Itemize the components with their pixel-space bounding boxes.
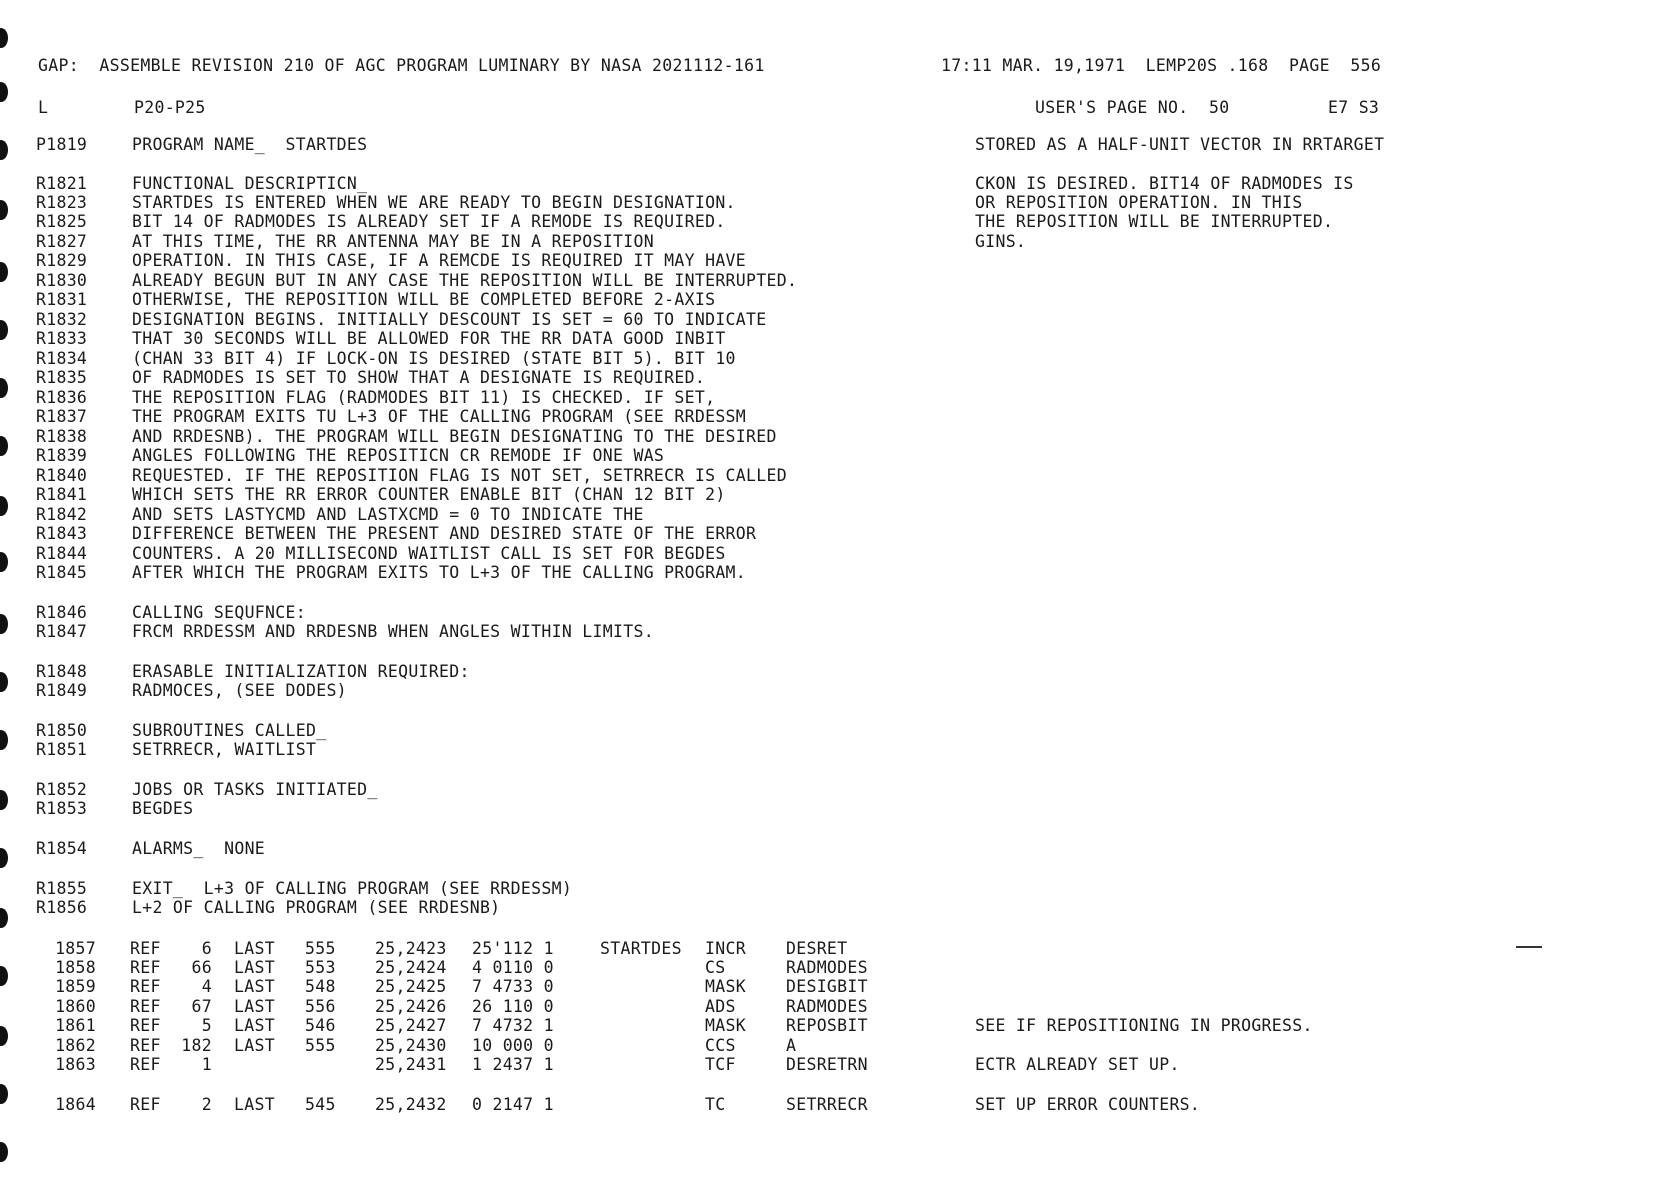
line-number: 1864 — [55, 1095, 96, 1114]
last-keyword: LAST — [234, 997, 275, 1016]
address: 25,2426 — [375, 997, 447, 1016]
line-number: 1863 — [55, 1055, 96, 1074]
last-keyword: LAST — [234, 939, 275, 958]
binder-hole — [0, 848, 8, 868]
last-keyword: LAST — [234, 1036, 275, 1055]
line-number: 1859 — [55, 977, 96, 996]
line-id: R1821 — [36, 174, 88, 193]
ref-keyword: REF — [130, 997, 161, 1016]
opcode: CS — [705, 958, 726, 977]
binder-hole — [0, 496, 8, 516]
line-number: 1857 — [55, 939, 96, 958]
opcode: INCR — [705, 939, 746, 958]
ref-keyword: REF — [130, 977, 161, 996]
page-header-stamp: 17:11 MAR. 19,1971 LEMP20S .168 PAGE 556 — [941, 56, 1382, 75]
line-id: R1846 — [36, 603, 88, 622]
page-header-title: GAP: ASSEMBLE REVISION 210 OF AGC PROGRAM LUMINARY BY NASA 2021112-161 — [38, 56, 765, 75]
comment-line: THE REPOSITION FLAG (RADMODES BIT 11) IS CHECKED. IF SET, — [132, 388, 716, 407]
line-id: P1819 — [36, 135, 88, 154]
last-page: 555 — [305, 939, 336, 958]
line-id: R1853 — [36, 799, 88, 818]
comment-line: AT THIS TIME, THE RR ANTENNA MAY BE IN A REPOSITION — [132, 232, 654, 251]
address: 25,2432 — [375, 1095, 447, 1114]
binder-hole — [0, 1084, 8, 1104]
ref-count: 66 — [191, 958, 212, 977]
comment-line: OF RADMODES IS SET TO SHOW THAT A DESIGNATE IS REQUIRED. — [132, 368, 706, 387]
comment-line: BIT 14 OF RADMODES IS ALREADY SET IF A REMODE IS REQUIRED. — [132, 212, 726, 231]
octal-word: 1 2437 1 — [472, 1055, 554, 1074]
operand: A — [786, 1036, 797, 1055]
page-code: E7 S3 — [1328, 98, 1380, 117]
operand: DESIGBIT — [786, 977, 868, 996]
last-keyword: LAST — [234, 977, 275, 996]
code-comment: ECTR ALREADY SET UP. — [975, 1055, 1180, 1074]
operand: DESRET — [786, 939, 848, 958]
octal-word: 7 4732 1 — [472, 1016, 554, 1035]
address: 25,2430 — [375, 1036, 447, 1055]
last-page: 545 — [305, 1095, 336, 1114]
ref-count: 4 — [201, 977, 212, 996]
binder-hole — [0, 966, 8, 986]
comment-line: AFTER WHICH THE PROGRAM EXITS TO L+3 OF THE CALLING PROGRAM. — [132, 563, 747, 582]
line-id: R1844 — [36, 544, 88, 563]
binder-hole — [0, 1142, 8, 1162]
operand: DESRETRN — [786, 1055, 868, 1074]
comment-line: OPERATION. IN THIS CASE, IF A REMCDE IS REQUIRED IT MAY HAVE — [132, 251, 747, 270]
opcode: TCF — [705, 1055, 736, 1074]
comment-line: AND RRDESNB). THE PROGRAM WILL BEGIN DESIGNATING TO THE DESIRED — [132, 427, 777, 446]
last-keyword: LAST — [234, 958, 275, 977]
binder-hole — [0, 552, 8, 572]
line-id: R1839 — [36, 446, 88, 465]
ref-count: 1 — [201, 1055, 212, 1074]
ref-keyword: REF — [130, 1036, 161, 1055]
binder-hole — [0, 140, 8, 160]
comment-line: REQUESTED. IF THE REPOSITION FLAG IS NOT SET, SETRRECR IS CALLED — [132, 466, 787, 485]
comment-line: JOBS OR TASKS INITIATED_ — [132, 780, 378, 799]
address: 25,2424 — [375, 958, 447, 977]
ref-keyword: REF — [130, 1095, 161, 1114]
operand: RADMODES — [786, 958, 868, 977]
right-note: GINS. — [975, 232, 1027, 251]
comment-line: BEGDES — [132, 799, 194, 818]
line-id: R1847 — [36, 622, 88, 641]
line-number: 1860 — [55, 997, 96, 1016]
user-page-number: USER'S PAGE NO. 50 — [1035, 98, 1230, 117]
header-column-l: L — [38, 98, 49, 117]
last-page: 555 — [305, 1036, 336, 1055]
line-id: R1829 — [36, 251, 88, 270]
line-id: R1834 — [36, 349, 88, 368]
address: 25,2431 — [375, 1055, 447, 1074]
ref-count: 2 — [201, 1095, 212, 1114]
right-note: OR REPOSITION OPERATION. IN THIS — [975, 193, 1303, 212]
comment-line: DIFFERENCE BETWEEN THE PRESENT AND DESIRED STATE OF THE ERROR — [132, 524, 757, 543]
line-id: R1843 — [36, 524, 88, 543]
binder-hole — [0, 320, 8, 340]
address: 25,2423 — [375, 939, 447, 958]
binder-hole — [0, 82, 8, 102]
line-id: R1841 — [36, 485, 88, 504]
binder-hole — [0, 262, 8, 282]
code-label: STARTDES — [600, 939, 682, 958]
right-note: CKON IS DESIRED. BIT14 OF RADMODES IS — [975, 174, 1354, 193]
line-id: R1842 — [36, 505, 88, 524]
binder-hole — [0, 908, 8, 928]
stray-mark — [1516, 946, 1542, 948]
octal-word: 4 0110 0 — [472, 958, 554, 977]
ref-count: 5 — [201, 1016, 212, 1035]
last-keyword: LAST — [234, 1095, 275, 1114]
right-note: STORED AS A HALF-UNIT VECTOR IN RRTARGET — [975, 135, 1385, 154]
address: 25,2425 — [375, 977, 447, 996]
line-number: 1858 — [55, 958, 96, 977]
ref-keyword: REF — [130, 1055, 161, 1074]
code-comment: SET UP ERROR COUNTERS. — [975, 1095, 1201, 1114]
last-keyword: LAST — [234, 1016, 275, 1035]
comment-line: CALLING SEQUFNCE: — [132, 603, 306, 622]
binder-hole — [0, 790, 8, 810]
comment-line: ALREADY BEGUN BUT IN ANY CASE THE REPOSITION WILL BE INTERRUPTED. — [132, 271, 798, 290]
comment-line: STARTDES IS ENTERED WHEN WE ARE READY TO BEGIN DESIGNATION. — [132, 193, 736, 212]
comment-line: ALARMS_ NONE — [132, 839, 266, 858]
ref-keyword: REF — [130, 939, 161, 958]
program-name: PROGRAM NAME_ STARTDES — [132, 135, 368, 154]
octal-word: 26 110 0 — [472, 997, 554, 1016]
line-id: R1855 — [36, 879, 88, 898]
line-id: R1835 — [36, 368, 88, 387]
comment-line: COUNTERS. A 20 MILLISECOND WAITLIST CALL IS SET FOR BEGDES — [132, 544, 726, 563]
line-id: R1832 — [36, 310, 88, 329]
comment-line: SUBROUTINES CALLED_ — [132, 721, 327, 740]
comment-line: ANGLES FOLLOWING THE REPOSITICN CR REMODE IF ONE WAS — [132, 446, 665, 465]
binder-hole — [0, 200, 8, 220]
section-label: P20-P25 — [134, 98, 206, 117]
last-page: 553 — [305, 958, 336, 977]
ref-count: 182 — [181, 1036, 212, 1055]
line-id: R1823 — [36, 193, 88, 212]
binder-hole — [0, 1026, 8, 1046]
operand: SETRRECR — [786, 1095, 868, 1114]
comment-line: THAT 30 SECONDS WILL BE ALLOWED FOR THE RR DATA GOOD INBIT — [132, 329, 726, 348]
opcode: TC — [705, 1095, 726, 1114]
comment-line: WHICH SETS THE RR ERROR COUNTER ENABLE BIT (CHAN 12 BIT 2) — [132, 485, 726, 504]
binder-hole — [0, 28, 8, 48]
binder-hole — [0, 672, 8, 692]
comment-line: FRCM RRDESSM AND RRDESNB WHEN ANGLES WITHIN LIMITS. — [132, 622, 654, 641]
line-id: R1827 — [36, 232, 88, 251]
comment-line: FUNCTIONAL DESCRIPTICN_ — [132, 174, 368, 193]
binder-hole — [0, 436, 8, 456]
operand: RADMODES — [786, 997, 868, 1016]
comment-line: (CHAN 33 BIT 4) IF LOCK-ON IS DESIRED (STATE BIT 5). BIT 10 — [132, 349, 736, 368]
octal-word: 7 4733 0 — [472, 977, 554, 996]
right-note: THE REPOSITION WILL BE INTERRUPTED. — [975, 212, 1334, 231]
line-id: R1854 — [36, 839, 88, 858]
line-id: R1850 — [36, 721, 88, 740]
opcode: MASK — [705, 977, 746, 996]
octal-word: 10 000 0 — [472, 1036, 554, 1055]
line-number: 1862 — [55, 1036, 96, 1055]
last-page: 546 — [305, 1016, 336, 1035]
comment-line: OTHERWISE, THE REPOSITION WILL BE COMPLETED BEFORE 2-AXIS — [132, 290, 716, 309]
comment-line: ERASABLE INITIALIZATION REQUIRED: — [132, 662, 470, 681]
line-id: R1833 — [36, 329, 88, 348]
line-id: R1852 — [36, 780, 88, 799]
operand: REPOSBIT — [786, 1016, 868, 1035]
comment-line: RADMOCES, (SEE DODES) — [132, 681, 347, 700]
line-id: R1836 — [36, 388, 88, 407]
address: 25,2427 — [375, 1016, 447, 1035]
line-id: R1848 — [36, 662, 88, 681]
comment-line: THE PROGRAM EXITS TU L+3 OF THE CALLING PROGRAM (SEE RRDESSM — [132, 407, 747, 426]
octal-word: 25'112 1 — [472, 939, 554, 958]
ref-count: 67 — [191, 997, 212, 1016]
opcode: ADS — [705, 997, 736, 1016]
line-id: R1851 — [36, 740, 88, 759]
line-id: R1838 — [36, 427, 88, 446]
comment-line: EXIT_ L+3 OF CALLING PROGRAM (SEE RRDESSM) — [132, 879, 573, 898]
comment-line: AND SETS LASTYCMD AND LASTXCMD = 0 TO INDICATE THE — [132, 505, 644, 524]
code-comment: SEE IF REPOSITIONING IN PROGRESS. — [975, 1016, 1313, 1035]
line-number: 1861 — [55, 1016, 96, 1035]
line-id: R1825 — [36, 212, 88, 231]
line-id: R1830 — [36, 271, 88, 290]
ref-keyword: REF — [130, 1016, 161, 1035]
binder-hole — [0, 614, 8, 634]
binder-hole — [0, 378, 8, 398]
line-id: R1831 — [36, 290, 88, 309]
binder-hole — [0, 730, 8, 750]
comment-line: L+2 OF CALLING PROGRAM (SEE RRDESNB) — [132, 898, 501, 917]
ref-count: 6 — [201, 939, 212, 958]
last-page: 548 — [305, 977, 336, 996]
line-id: R1849 — [36, 681, 88, 700]
line-id: R1845 — [36, 563, 88, 582]
last-page: 556 — [305, 997, 336, 1016]
line-id: R1856 — [36, 898, 88, 917]
ref-keyword: REF — [130, 958, 161, 977]
comment-line: DESIGNATION BEGINS. INITIALLY DESCOUNT IS SET = 60 TO INDICATE — [132, 310, 767, 329]
opcode: CCS — [705, 1036, 736, 1055]
opcode: MASK — [705, 1016, 746, 1035]
line-id: R1840 — [36, 466, 88, 485]
line-id: R1837 — [36, 407, 88, 426]
octal-word: 0 2147 1 — [472, 1095, 554, 1114]
comment-line: SETRRECR, WAITLIST — [132, 740, 317, 759]
